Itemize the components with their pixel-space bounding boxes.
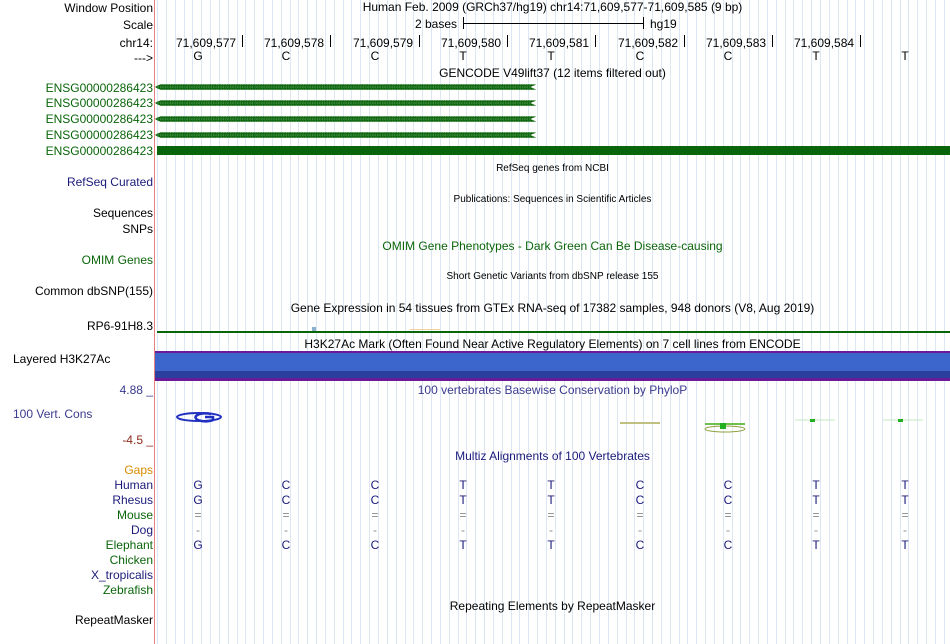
h3k27ac-signal[interactable] (155, 353, 950, 371)
sequences-label[interactable]: Sequences (92, 206, 153, 220)
chrom-label: chr14: (119, 36, 153, 50)
reference-base: C (281, 49, 291, 63)
aligned-base: - (196, 523, 200, 537)
window-position-label: Window Position (64, 1, 153, 15)
vert-cons-label[interactable]: 100 Vert. Cons (13, 407, 93, 421)
coordinate-tick (595, 35, 596, 47)
dbsnp-track-title: Short Genetic Variants from dbSNP release 155 (446, 271, 659, 282)
coordinate-tick (860, 35, 861, 47)
aligned-base: = (724, 508, 732, 522)
gencode-gene-label-5[interactable]: ENSG00000286423 (45, 144, 153, 158)
scale-bar-line (463, 23, 643, 24)
phylop-track-title: 100 vertebrates Basewise Conservation by PhyloP (417, 383, 688, 397)
gtex-track-title: Gene Expression in 54 tissues from GTEx RNA-seq of 17382 samples, 948 donors (V8, Aug 2019) (290, 301, 815, 315)
reference-base: C (370, 49, 380, 63)
gtex-tissue-mark (312, 327, 316, 331)
scale-bar-label: 2 bases (415, 17, 458, 31)
h3k27ac-track-title: H3K27Ac Mark (Often Found Near Active Regulatory Elements) on 7 cell lines from ENCODE (304, 337, 801, 351)
omim-track-title: OMIM Gene Phenotypes - Dark Green Can Be Disease-causing (382, 239, 723, 253)
gtex-tissue-mark-2 (410, 329, 440, 330)
reference-base: T (901, 49, 909, 63)
h3k27ac-signal-dark (155, 371, 950, 378)
reference-base: T (812, 49, 820, 63)
aligned-base: - (549, 523, 553, 537)
aligned-base: = (901, 508, 909, 522)
aligned-base: C (723, 493, 733, 507)
reference-base: T (547, 49, 555, 63)
coordinate-tick (330, 35, 331, 47)
coordinate-label: 71,609,580 (441, 36, 502, 50)
species-dog-label[interactable]: Dog (130, 523, 153, 537)
gencode-gene-label-3[interactable]: ENSG00000286423 (45, 112, 153, 126)
gencode-transcript-1[interactable]: <<<<<<<<<<<<<<<<<<<<<<<<<<<<<<<<<<<<<<<<<<<<<<<<<<<<<<<<<<<<<<<<<<<<<<<<<<<<<<<<<<<<<<<<<<<<<<<<<<<<<<<<<<<<<<<<<<<<<<<<<<<<<<<<<<<<<<<<<<<<<<<<<<<<<<<<<<<<<<<<<<<<<<<<<<<<<<<<<<<<<<<<<<<<<<<<<<<<<<<<<<<<<<<<<<<<<<<<<<<< (155, 80, 531, 94)
phylop-conservation-plot[interactable] (155, 400, 950, 445)
coordinate-label: 71,609,577 (176, 36, 237, 50)
strand-arrow-label: ---> (134, 51, 153, 65)
coordinate-tick (772, 35, 773, 47)
reference-base: T (459, 49, 467, 63)
coordinate-label: 71,609,583 (706, 36, 767, 50)
scale-bar-right-tick (643, 17, 644, 29)
species-human-label[interactable]: Human (114, 478, 153, 492)
aligned-base: T (812, 538, 820, 552)
aligned-base: C (370, 493, 380, 507)
gencode-exon-block[interactable] (157, 146, 950, 155)
coordinate-tick (419, 35, 420, 47)
coordinate-label: 71,609,578 (264, 36, 325, 50)
aligned-base: C (635, 493, 645, 507)
gencode-transcript-4[interactable]: <<<<<<<<<<<<<<<<<<<<<<<<<<<<<<<<<<<<<<<<<<<<<<<<<<<<<<<<<<<<<<<<<<<<<<<<<<<<<<<<<<<<<<<<<<<<<<<<<<<<<<<<<<<<<<<<<<<<<<<<<<<<<<<<<<<<<<<<<<<<<<<<<<<<<<<<<<<<<<<<<<<<<<<<<<<<<<<<<<<<<<<<<<<<<<<<<<<<<<<<<<<<<<<<<<<<<<<<<<<< (155, 128, 531, 142)
aligned-base: = (812, 508, 820, 522)
species-rhesus-label[interactable]: Rhesus (112, 493, 153, 507)
aligned-base: C (281, 538, 291, 552)
coordinate-tick (242, 35, 243, 47)
aligned-base: - (373, 523, 377, 537)
aligned-base: T (901, 478, 909, 492)
reference-base: C (635, 49, 645, 63)
aligned-base: - (814, 523, 818, 537)
multiz-track-title: Multiz Alignments of 100 Vertebrates (455, 449, 650, 463)
reference-base: C (723, 49, 733, 63)
aligned-base: G (193, 478, 203, 492)
aligned-base: T (812, 493, 820, 507)
scale-label: Scale (122, 18, 153, 32)
aligned-base: T (459, 493, 467, 507)
omim-genes-label[interactable]: OMIM Genes (81, 253, 153, 267)
publications-track-title: Publications: Sequences in Scientific Articles (453, 194, 652, 205)
aligned-base: - (284, 523, 288, 537)
h3k27ac-bottom-border (155, 378, 950, 381)
species-elephant-label[interactable]: Elephant (105, 538, 153, 552)
layered-h3k27ac-label[interactable]: Layered H3K27Ac (13, 352, 111, 366)
common-dbsnp-label[interactable]: Common dbSNP(155) (34, 284, 153, 298)
species-mouse-label[interactable]: Mouse (116, 508, 153, 522)
aligned-base: = (282, 508, 290, 522)
aligned-base: = (459, 508, 467, 522)
aligned-base: C (370, 538, 380, 552)
aligned-base: T (459, 538, 467, 552)
coordinate-label: 71,609,584 (794, 36, 855, 50)
aligned-base: T (547, 478, 555, 492)
repeatmasker-track-title: Repeating Elements by RepeatMasker (449, 599, 656, 613)
aligned-base: C (723, 538, 733, 552)
coordinate-label: 71,609,581 (529, 36, 590, 50)
coordinate-tick (507, 35, 508, 47)
aligned-base: = (194, 508, 202, 522)
aligned-base: G (193, 493, 203, 507)
gencode-gene-label-4[interactable]: ENSG00000286423 (45, 128, 153, 142)
aligned-base: = (371, 508, 379, 522)
aligned-base: T (901, 538, 909, 552)
aligned-base: = (636, 508, 644, 522)
cons-min-label: -4.5 _ (122, 433, 153, 447)
repeatmasker-label[interactable]: RepeatMasker (74, 613, 153, 627)
aligned-base: - (903, 523, 907, 537)
coordinate-tick (684, 35, 685, 47)
aligned-base: - (461, 523, 465, 537)
aligned-base: T (547, 538, 555, 552)
position-title: Human Feb. 2009 (GRCh37/hg19) chr14:71,609,577-71,609,585 (9 bp) (362, 0, 743, 14)
species-zebrafish-label[interactable]: Zebrafish (102, 583, 153, 597)
aligned-base: T (459, 478, 467, 492)
coordinate-label: 71,609,582 (618, 36, 679, 50)
gencode-transcript-3[interactable]: <<<<<<<<<<<<<<<<<<<<<<<<<<<<<<<<<<<<<<<<<<<<<<<<<<<<<<<<<<<<<<<<<<<<<<<<<<<<<<<<<<<<<<<<<<<<<<<<<<<<<<<<<<<<<<<<<<<<<<<<<<<<<<<<<<<<<<<<<<<<<<<<<<<<<<<<<<<<<<<<<<<<<<<<<<<<<<<<<<<<<<<<<<<<<<<<<<<<<<<<<<<<<<<<<<<<<<<<<<<< (155, 112, 531, 126)
gencode-transcript-2[interactable]: <<<<<<<<<<<<<<<<<<<<<<<<<<<<<<<<<<<<<<<<<<<<<<<<<<<<<<<<<<<<<<<<<<<<<<<<<<<<<<<<<<<<<<<<<<<<<<<<<<<<<<<<<<<<<<<<<<<<<<<<<<<<<<<<<<<<<<<<<<<<<<<<<<<<<<<<<<<<<<<<<<<<<<<<<<<<<<<<<<<<<<<<<<<<<<<<<<<<<<<<<<<<<<<<<<<<<<<<<<<< (155, 96, 531, 110)
aligned-base: C (635, 478, 645, 492)
aligned-base: T (812, 478, 820, 492)
assembly-label: hg19 (650, 17, 677, 31)
coordinate-label: 71,609,579 (353, 36, 414, 50)
cons-max-label: 4.88 _ (119, 383, 153, 397)
aligned-base: T (901, 493, 909, 507)
gtex-expression-bar[interactable] (157, 331, 950, 333)
gtex-gene-label[interactable]: RP6-91H8.3 (86, 319, 153, 333)
gaps-label: Gaps (124, 463, 153, 477)
aligned-base: C (370, 478, 380, 492)
aligned-base: = (547, 508, 555, 522)
aligned-base: G (193, 538, 203, 552)
aligned-base: T (547, 493, 555, 507)
species-chicken-label[interactable]: Chicken (109, 553, 153, 567)
track-area[interactable] (155, 0, 950, 644)
refseq-curated-label[interactable]: RefSeq Curated (66, 175, 153, 189)
species-xtropicalis-label[interactable]: X_tropicalis (90, 568, 153, 582)
aligned-base: - (638, 523, 642, 537)
reference-base: G (193, 49, 203, 63)
gencode-gene-label-2[interactable]: ENSG00000286423 (45, 96, 153, 110)
aligned-base: C (281, 478, 291, 492)
refseq-track-title: RefSeq genes from NCBI (496, 163, 609, 174)
gencode-track-title: GENCODE V49lift37 (12 items filtered out) (439, 66, 666, 80)
aligned-base: C (281, 493, 291, 507)
aligned-base: - (726, 523, 730, 537)
aligned-base: C (723, 478, 733, 492)
gencode-gene-label-1[interactable]: ENSG00000286423 (45, 81, 153, 95)
snps-label[interactable]: SNPs (122, 222, 153, 236)
aligned-base: C (635, 538, 645, 552)
